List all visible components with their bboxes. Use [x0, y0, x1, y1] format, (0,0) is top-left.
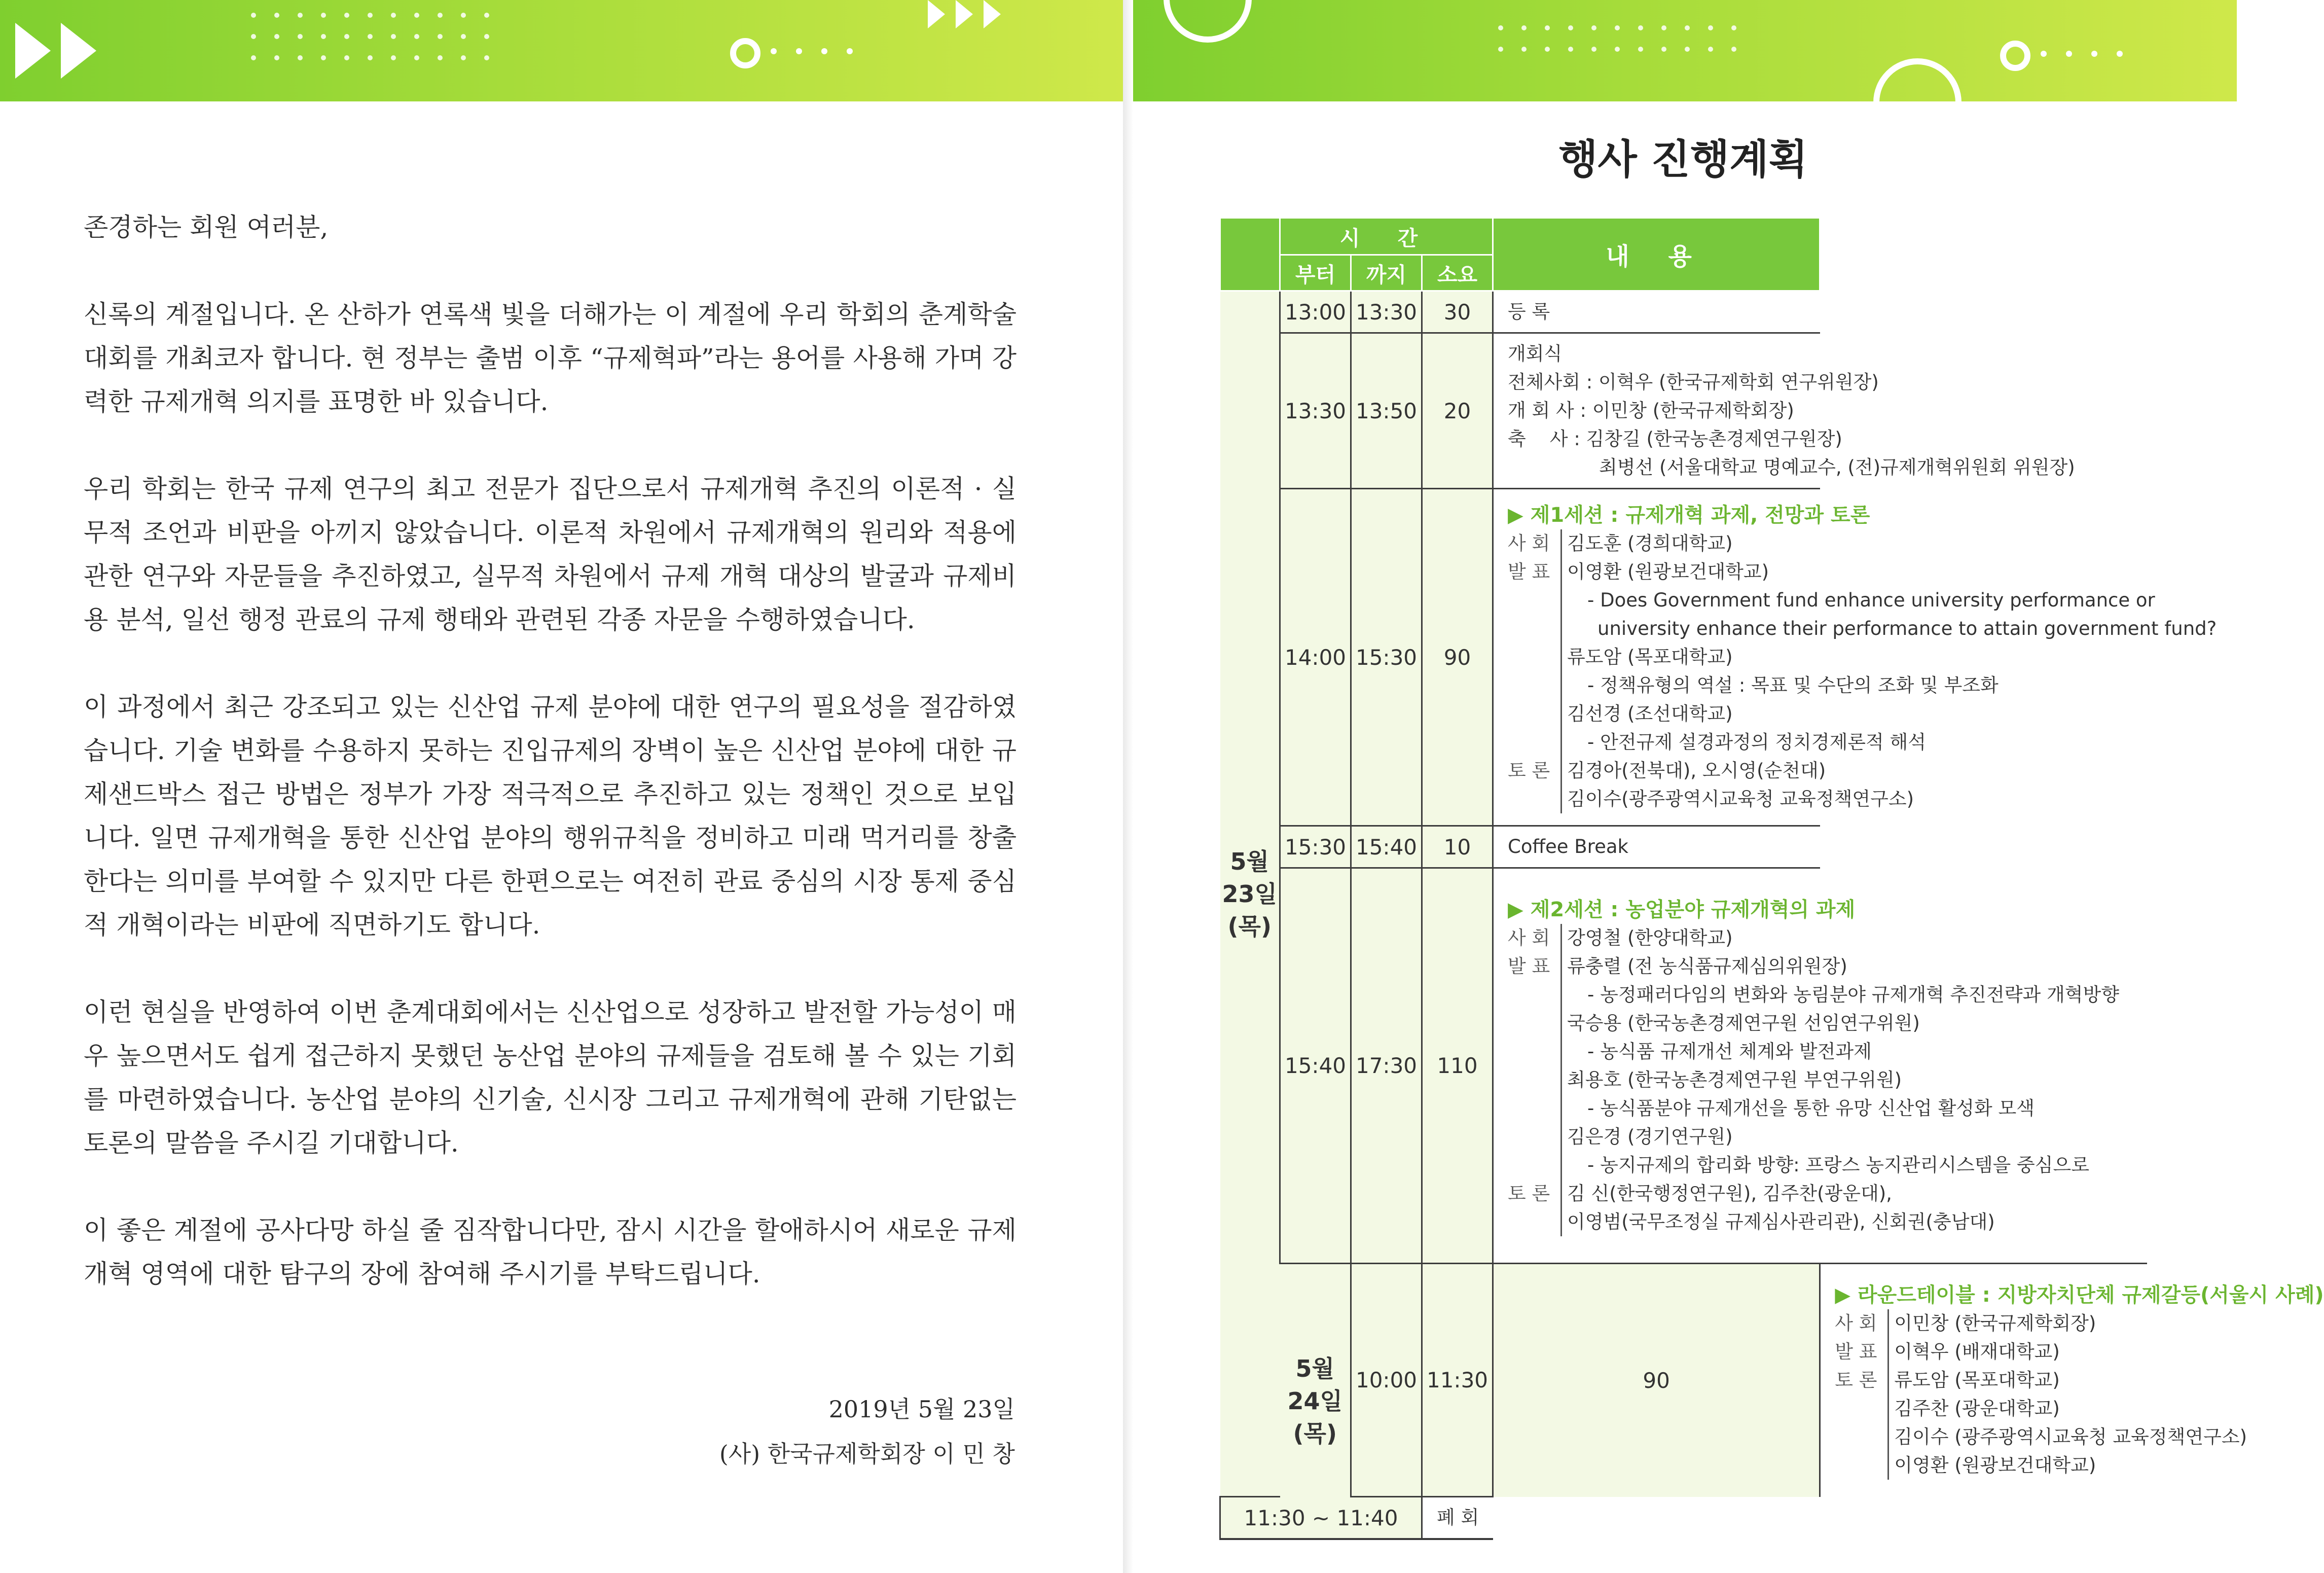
schedule-row-session2: 15:40 17:30 110 ▶ 제2세션 : 농업분야 규제개혁의 과제 사 회 강영철 (한양대학교) 발 표 류충렬 (전 농식품규제심의위원장) - 농정패러다임의 변화와 농림분야 규제개혁 추진전략과 개혁방향 국승용 (한국농촌경제연구원 선임연구위원) - 농식품 규제개선 체계와 발전과제 최용호 (한국농촌경제연구원 부연구위원) - 농식품분야 규제개선을 통한 유망 신산업 활성화 모색 김은경 (경기연구원) - 농지규제의 합리화 방향: 프랑스 농지관리시스템을 중심으로 토 론 김 신(한국행정연구원), 김주찬(광운대), 이영범(국무조정실 규제심사관리관), 신회권(충남대) [1220, 868, 2148, 1264]
letter-paragraph: 신록의 계절입니다. 온 산하가 연록색 빛을 더해가는 이 계절에 우리 학회의 춘계학술대회를 개최코자 합니다. 현 정부는 출범 이후 “규제혁파”라는 용어를 사용해 가며 강력한 규제개혁 의지를 표명한 바 있습니다. [84, 300, 1016, 416]
day1-label: 5월 23일 (목) [1220, 291, 1280, 1497]
schedule-row-roundtable: 5월 24일 (목) 10:00 11:30 90 ▶ 라운드테이블 : 지방자치단체 규제갈등(서울시 사례) 사 회 이민창 (한국규제학회장) 발 표 이혁우 (배재대학교) 토 론 류도암 (목포대학교) 김주찬 (광운대학교) 김이수 (광주광역시교육청 교육정책연구소) 이영환 (원광보건대학교) [1220, 1264, 2148, 1497]
page-fold [1123, 0, 1133, 1573]
session2-content: ▶ 제2세션 : 농업분야 규제개혁의 과제 사 회 강영철 (한양대학교) 발 표 류충렬 (전 농식품규제심의위원장) - 농정패러다임의 변화와 농림분야 규제개혁 추진전략과 개혁방향 국승용 (한국농촌경제연구원 선임연구위원) - 농식품 규제개선 체계와 발전과제 최용호 (한국농촌경제연구원 부연구위원) - 농식품분야 규제개선을 통한 유망 신산업 활성화 모색 김은경 (경기연구원) - 농지규제의 합리화 방향: 프랑스 농지관리시스템을 중심으로 토 론 김 신(한국행정연구원), 김주찬(광운대), 이영범(국무조정실 규제심사관리관), 신회권(충남대) [1493, 868, 1820, 1264]
header-to: 까지 [1351, 255, 1422, 291]
dot-row [771, 48, 853, 54]
chevron-icon [928, 0, 945, 28]
chevron-icon [956, 0, 973, 28]
schedule-row-break: 15:30 15:40 10 Coffee Break [1220, 826, 2148, 868]
chevron-icon [984, 0, 1001, 28]
header-band-left [0, 0, 1123, 101]
session-title: ▶ 제2세션 : 농업분야 규제개혁의 과제 [1508, 898, 1856, 921]
letter-paragraph: 우리 학회는 한국 규제 연구의 최고 전문가 집단으로서 규제개혁 추진의 이론적 · 실무적 조언과 비판을 아끼지 않았습니다. 이론적 차원에서 규제개혁의 원리와 적용에 관한 연구와 자문들을 추진하였고, 실무적 차원에서 규제 개혁 대상의 발굴과 규제비용 분석, 일선 행정 관료의 규제 행태와 관련된 각종 자문을 수행하였습니다. [84, 474, 1016, 634]
letter-paragraph: 이 좋은 계절에 공사다망 하실 줄 짐작합니다만, 잠시 시간을 할애하시어 새로운 규제개혁 영역에 대한 탐구의 장에 참여해 주시기를 부탁드립니다. [84, 1216, 1016, 1289]
letter-greeting: 존경하는 회원 여러분, [84, 212, 329, 242]
header-from: 부터 [1280, 255, 1351, 291]
circle-icon [730, 38, 760, 68]
arc-decoration [1873, 58, 1962, 108]
header-content: 내 용 [1493, 218, 1820, 291]
schedule-row-closing: 11:30 ~ 11:40 폐 회 [1220, 1497, 2148, 1540]
dot-pattern [251, 13, 507, 77]
session-title: ▶ 라운드테이블 : 지방자치단체 규제갈등(서울시 사례) [1835, 1283, 2324, 1307]
opening-content: 개회식 전체사회 : 이혁우 (한국규제학회 연구위원장) 개 회 사 : 이민창 (한국규제학회장) 축 사 : 김창길 (한국농촌경제연구원장) 최병선 (서울대학교 명예교수, (전)규제개혁위원회 위원장) [1493, 333, 1820, 489]
greeting-letter [84, 205, 1016, 1339]
header-time: 시 간 [1280, 218, 1493, 255]
circle-icon [2000, 41, 2030, 71]
schedule-row-opening: 13:30 13:50 20 개회식 전체사회 : 이혁우 (한국규제학회 연구위원장) 개 회 사 : 이민창 (한국규제학회장) 축 사 : 김창길 (한국농촌경제연구원장) 최병선 (서울대학교 명예교수, (전)규제개혁위원회 위원장) [1220, 333, 2148, 489]
roundtable-content: ▶ 라운드테이블 : 지방자치단체 규제갈등(서울시 사례) 사 회 이민창 (한국규제학회장) 발 표 이혁우 (배재대학교) 토 론 류도암 (목포대학교) 김주찬 (광운대학교) 김이수 (광주광역시교육청 교육정책연구소) 이영환 (원광보건대학교) [1820, 1264, 2147, 1497]
day2-label: 5월 24일 (목) [1280, 1264, 1351, 1540]
play-arrow-icon [15, 23, 51, 79]
dot-pattern [1498, 25, 1755, 68]
schedule-row-session1: 14:00 15:30 90 ▶ 제1세션 : 규제개혁 과제, 전망과 토론 사 회 김도훈 (경희대학교) 발 표 이영환 (원광보건대학교) - Does Government fund enhance university performance or university enhance their performance to attain government fund? 류도암 (목포대학교) - 정책유형의 역설 : 목표 및 수단의 조화 및 부조화 김선경 (조선대학교) - 안전규제 설경과정의 정치경제론적 해석 토 론 김경아(전북대), 오시영(순천대) 김이수(광주광역시교육청 교육정책연구소) [1220, 489, 2148, 826]
program-schedule-table [1219, 217, 2324, 1540]
header-band-right [1133, 0, 2237, 101]
letter-signature-block [719, 1387, 1015, 1476]
letter-date: 2019년 5월 23일 [828, 1396, 1015, 1423]
play-arrow-icon [61, 23, 96, 79]
header-duration: 소요 [1422, 255, 1493, 291]
letter-signature: (사) 한국규제학회장 이 민 창 [719, 1440, 1015, 1468]
letter-paragraph: 이 과정에서 최근 강조되고 있는 신산업 규제 분야에 대한 연구의 필요성을 절감하였습니다. 기술 변화를 수용하지 못하는 진입규제의 장벽이 높은 신산업 분야에 대한 규제샌드박스 접근 방법은 정부가 가장 적극적으로 추진하고 있는 정책인 것으로 보입니다. 일면 규제개혁을 통한 신산업 분야의 행위규칙을 정비하고 미래 먹거리를 창출한다는 의미를 부여할 수 있지만 다른 한편으로는 여전히 관료 중심의 시장 통제 중심적 개혁이라는 비판에 직면하기도 합니다. [84, 692, 1016, 940]
session-title: ▶ 제1세션 : 규제개혁 과제, 전망과 토론 [1508, 504, 1870, 527]
schedule-row-registration: 5월 23일 (목) 13:00 13:30 30 등 록 [1220, 291, 2148, 333]
letter-paragraph: 이런 현실을 반영하여 이번 춘계대회에서는 신산업으로 성장하고 발전할 가능성이 매우 높으면서도 쉽게 접근하지 못했던 농산업 분야의 규제들을 검토해 볼 수 있는 기회를 마련하였습니다. 농산업 분야의 신기술, 신시장 그리고 규제개혁에 관해 기탄없는 토론의 말씀을 주시길 기대합니다. [84, 997, 1016, 1158]
session1-content: ▶ 제1세션 : 규제개혁 과제, 전망과 토론 사 회 김도훈 (경희대학교) 발 표 이영환 (원광보건대학교) - Does Government fund enhance university performance or university enhance their performance to attain government fund? 류도암 (목포대학교) - 정책유형의 역설 : 목표 및 수단의 조화 및 부조화 김선경 (조선대학교) - 안전규제 설경과정의 정치경제론적 해석 토 론 김경아(전북대), 오시영(순천대) 김이수(광주광역시교육청 교육정책연구소) [1493, 489, 1820, 826]
circle-icon [1164, 0, 1252, 43]
header-date [1220, 218, 1280, 291]
program-title: 행사 진행계획 [1558, 136, 1808, 183]
dot-row [2041, 51, 2123, 57]
